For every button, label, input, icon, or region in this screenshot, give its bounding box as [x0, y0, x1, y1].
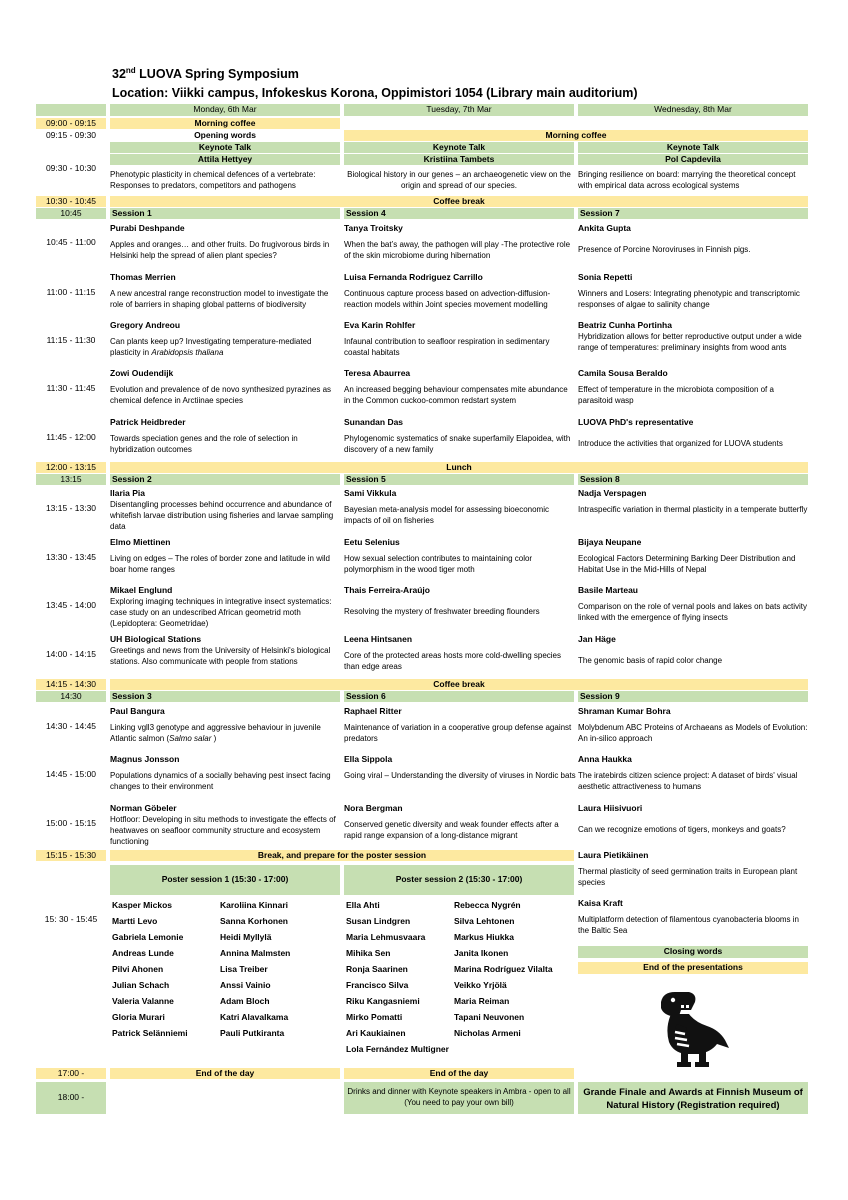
talk-title: Populations dynamics of a socially behaving pest insect facing changes to their environment	[110, 771, 331, 791]
time-cell: 11:45 - 12:00	[46, 432, 96, 442]
talk-title: Linking vgll3 genotype and aggressive behaviour in juvenile Atlantic salmon (Salmo salar )	[110, 723, 321, 743]
talk-title: Core of the protected areas hosts more cold-dwelling species than edge areas	[344, 651, 561, 671]
location: Location: Viikki campus, Infokeskus Korona, Oppimistori 1054 (Library main auditorium)	[112, 86, 638, 100]
speaker-name: Thais Ferreira-Araújo	[344, 585, 430, 595]
time-cell: 15:15 - 15:30	[36, 850, 106, 861]
session-2-header: Session 2	[110, 474, 340, 485]
talk-title: Can we recognize emotions of tigers, monkeys and goats?	[578, 825, 786, 834]
closing-words: Closing words	[578, 946, 808, 958]
day-monday: Monday, 6th Mar	[110, 104, 340, 116]
poster-presenter: Sanna Korhonen	[220, 916, 289, 926]
poster-presenter: Silva Lehtonen	[454, 916, 515, 926]
talk-cell	[578, 537, 810, 583]
speaker-name: Zowi Oudendijk	[110, 368, 174, 378]
day-tuesday: Tuesday, 7th Mar	[344, 104, 574, 116]
talk-title: Exploring imaging techniques in integrative insect systematics: case study on an undescribed African geometrid moth (Lepidoptera: Geometridae)	[110, 597, 332, 628]
talk-title: Bayesian meta-analysis model for assessing bioeconomic impacts of oil on fisheries	[344, 505, 549, 525]
talk-cell	[110, 754, 342, 800]
talk-cell	[110, 223, 342, 267]
speaker-name: Sonia Repetti	[578, 272, 633, 282]
speaker-name: Purabi Deshpande	[110, 223, 185, 233]
talk-cell	[110, 272, 342, 318]
talk-title: How sexual selection contributes to maintaining color polymorphism in the wood tiger moth	[344, 554, 533, 574]
speaker-name: Norman Göbeler	[110, 803, 177, 813]
talk-title: Introduce the activities that organized for LUOVA students	[578, 439, 783, 448]
talk-cell	[344, 706, 576, 752]
speaker-name: Ankita Gupta	[578, 223, 631, 233]
poster-presenter: Mirko Pomatti	[346, 1012, 403, 1022]
talk-cell	[110, 634, 342, 680]
talk-cell	[344, 223, 576, 267]
session-7-header: Session 7	[578, 208, 808, 219]
speaker-name: Tanya Troitsky	[344, 223, 403, 233]
poster-session-2-header: Poster session 2 (15:30 - 17:00)	[344, 865, 574, 895]
poster-presenter: Maria Lehmusvaara	[346, 932, 426, 942]
poster-presenter: Maria Reiman	[454, 996, 510, 1006]
poster-presenter: Janita Ikonen	[454, 948, 509, 958]
speaker-name: Beatriz Cunha Portinha	[578, 320, 672, 330]
talk-title: Evolution and prevalence of de novo synthesized pyrazines as chemical defence in Arctiinae species	[110, 385, 332, 405]
poster-presenter: Francisco Silva	[346, 980, 409, 990]
time-cell: 13:15	[36, 474, 106, 485]
talk-cell	[344, 320, 576, 366]
day-wednesday: Wednesday, 8th Mar	[578, 104, 808, 116]
speaker-name: Anna Haukka	[578, 754, 632, 764]
poster-presenter: Markus Hiukka	[454, 932, 514, 942]
time-cell: 15: 30 - 15:45	[44, 914, 98, 924]
speaker-name: Raphael Ritter	[344, 706, 402, 716]
talk-cell	[110, 706, 342, 752]
speaker-name: Gregory Andreou	[110, 320, 181, 330]
talk-cell	[110, 537, 342, 583]
talk-cell	[110, 417, 342, 459]
speaker-name: Sami Vikkula	[344, 488, 397, 498]
poster-presenter: Lisa Treiber	[220, 964, 268, 974]
talk-title: Resolving the mystery of freshwater breeding flounders	[344, 607, 540, 616]
talk-title: Comparison on the role of vernal pools and lakes on bats activity linked with the emergence of flying insects	[578, 602, 808, 622]
coffee-break: Coffee break	[110, 196, 808, 207]
talk-cell	[578, 706, 810, 752]
speaker-name: Eetu Selenius	[344, 537, 400, 547]
speaker-name: Nadja Verspagen	[578, 488, 647, 498]
coffee-break: Coffee break	[110, 679, 808, 690]
talk-title: Thermal plasticity of seed germination traits in European plant species	[578, 867, 798, 887]
time-cell: 13:15 - 13:30	[45, 503, 97, 513]
time-cell: 10:45 - 11:00	[46, 237, 96, 247]
speaker-name: Luisa Fernanda Rodriguez Carrillo	[344, 272, 483, 282]
session-8-header: Session 8	[578, 474, 808, 485]
poster-presenter: Kasper Mickos	[112, 900, 172, 910]
talk-title: Hotfloor: Developing in situ methods to investigate the effects of heatwaves on seafloor community structure and ecosystem functioning	[110, 815, 336, 846]
talk-cell	[578, 417, 810, 459]
talk-cell	[344, 634, 576, 680]
talk-cell	[344, 754, 576, 800]
talk-cell	[344, 537, 576, 583]
talk-title: Can plants keep up? Investigating temperature-mediated plasticity in Arabidopsis thaliana	[110, 337, 312, 357]
dinosaur-icon	[655, 988, 731, 1068]
keynote-label-tue: Keynote Talk	[344, 142, 574, 153]
talk-cell	[578, 754, 810, 800]
session-1-header: Session 1	[110, 208, 340, 219]
session-3-header: Session 3	[110, 691, 340, 702]
speaker-name: Eva Karin Rohlfer	[344, 320, 416, 330]
speaker-name: Laura Hiisivuori	[578, 803, 643, 813]
page-title: 32nd LUOVA Spring Symposium	[112, 66, 299, 82]
talk-cell	[578, 488, 810, 534]
talk-title: Effect of temperature in the microbiota composition of a parasitoid wasp	[578, 385, 774, 405]
poster-presenter: Adam Bloch	[220, 996, 270, 1006]
talk-title: Ecological Factors Determining Barking Deer Distribution and Habitat Use in the Mid-Hills of Nepal	[578, 554, 796, 574]
talk-cell	[578, 850, 810, 896]
talk-title: Molybdenum ABC Proteins of Archaeans as Models of Evolution: An in-silico approach	[578, 723, 808, 743]
speaker-name: Mikael Englund	[110, 585, 173, 595]
talk-title: Multiplatform detection of filamentous cyanobacteria blooms in the Baltic Sea	[578, 915, 799, 935]
speaker-name: Laura Pietikäinen	[578, 850, 649, 860]
talk-title: Towards speciation genes and the role of selection in hybridization outcomes	[110, 434, 298, 454]
talk-cell	[344, 368, 576, 414]
poster-presenter: Marina Rodríguez Vilalta	[454, 964, 553, 974]
session-6-header: Session 6	[344, 691, 574, 702]
time-cell: 13:30 - 13:45	[45, 552, 97, 562]
speaker-name: Paul Bangura	[110, 706, 165, 716]
talk-cell	[344, 585, 576, 631]
session-4-header: Session 4	[344, 208, 574, 219]
lunch: Lunch	[110, 462, 808, 473]
keynote-label-mon: Keynote Talk	[110, 142, 340, 153]
speaker-name: Sunandan Das	[344, 417, 404, 427]
poster-presenter: Pauli Putkiranta	[220, 1028, 285, 1038]
poster-presenter: Andreas Lunde	[112, 948, 174, 958]
time-cell: 14:00 - 14:15	[45, 649, 97, 659]
dinner-event: Drinks and dinner with Keynote speakers in Ambra - open to all (You need to pay your own bill)	[344, 1082, 574, 1114]
poster-presenter: Veikko Yrjölä	[454, 980, 507, 990]
poster-presenter: Anssi Vainio	[220, 980, 271, 990]
talk-cell	[578, 803, 810, 849]
speaker-name: Basile Marteau	[578, 585, 638, 595]
poster-presenter: Patrick Selänniemi	[112, 1028, 188, 1038]
talk-title: Disentangling processes behind occurrence and abundance of whitefish larvae distribution using fisheries and larvae sampling data	[110, 500, 334, 531]
poster-presenter: Ari Kaukiainen	[346, 1028, 406, 1038]
time-cell: 09:15 - 09:30	[45, 130, 97, 140]
time-cell: 10:30 - 10:45	[36, 196, 106, 207]
morning-coffee-mon: Morning coffee	[110, 118, 340, 129]
end-of-presentations: End of the presentations	[578, 962, 808, 974]
speaker-name: LUOVA PhD's representative	[578, 417, 694, 427]
talk-title: Going viral – Understanding the diversity of viruses in Nordic bats	[344, 771, 576, 780]
talk-title: Winners and Losers: Integrating phenotypic and transcriptomic responses of algae to salinity change	[578, 289, 800, 309]
poster-presenter: Nicholas Armeni	[454, 1028, 521, 1038]
talk-title: Maintenance of variation in a cooperative group defense against predators	[344, 723, 572, 743]
talk-title: Presence of Porcine Noroviruses in Finnish pigs.	[578, 245, 751, 254]
keynote-label-wed: Keynote Talk	[578, 142, 808, 153]
talk-cell	[578, 223, 810, 267]
talk-cell	[578, 368, 810, 414]
time-cell: 09:00 - 09:15	[36, 118, 106, 129]
poster-presenter: Valeria Valanne	[112, 996, 174, 1006]
talk-title: Hybridization allows for better reproductive output under a wide range of temperatures: preliminary insights from wood ants	[578, 332, 802, 352]
keynote-desc-mon: Phenotypic plasticity in chemical defences of a vertebrate: Responses to predators, competitors and pathogens	[110, 170, 316, 190]
speaker-name: Bijaya Neupane	[578, 537, 642, 547]
poster-presenter: Katri Alavalkama	[220, 1012, 289, 1022]
speaker-name: Ella Sippola	[344, 754, 393, 764]
talk-cell	[344, 488, 576, 534]
keynote-speaker-wed: Pol Capdevila	[578, 154, 808, 165]
keynote-desc-tue: Biological history in our genes – an archaeogenetic view on the origin and spread of our species.	[347, 170, 571, 190]
talk-cell	[344, 803, 576, 849]
talk-cell	[578, 320, 810, 368]
time-cell: 11:00 - 11:15	[46, 287, 96, 297]
poster-presenter: Mihika Sen	[346, 948, 391, 958]
talk-title: When the bat’s away, the pathogen will play -The protective role of the skin microbiome during hibernation	[344, 240, 571, 260]
corner-cell	[36, 104, 106, 116]
time-cell: 15:00 - 15:15	[45, 818, 97, 828]
poster-presenter: Heidi Myllylä	[220, 932, 272, 942]
speaker-name: Shraman Kumar Bohra	[578, 706, 671, 716]
talk-cell	[578, 585, 810, 631]
poster-presenter: Tapani Neuvonen	[454, 1012, 525, 1022]
talk-cell	[110, 320, 342, 366]
poster-presenter: Lola Fernández Multigner	[346, 1044, 449, 1054]
poster-presenter: Gloria Murari	[112, 1012, 165, 1022]
time-cell: 11:30 - 11:45	[46, 383, 96, 393]
talk-cell	[344, 272, 576, 318]
talk-title: The genomic basis of rapid color change	[578, 656, 723, 665]
time-cell: 14:30 - 14:45	[45, 721, 97, 731]
speaker-name: Kaisa Kraft	[578, 898, 623, 908]
poster-session-1-header: Poster session 1 (15:30 - 17:00)	[110, 865, 340, 895]
poster-presenter: Gabriela Lemonie	[112, 932, 184, 942]
talk-cell	[110, 803, 342, 849]
speaker-name: Patrick Heidbreder	[110, 417, 186, 427]
talk-title: Apples and oranges… and other fruits. Do frugivorous birds in Helsinki help the spread of alien plant species?	[110, 240, 330, 260]
poster-presenter: Ella Ahti	[346, 900, 380, 910]
talk-cell	[344, 417, 576, 459]
poster-presenter: Ronja Saarinen	[346, 964, 408, 974]
time-cell: 14:15 - 14:30	[36, 679, 106, 690]
speaker-name: Jan Häge	[578, 634, 616, 644]
talk-title: Intraspecific variation in thermal plasticity in a temperate butterfly	[578, 505, 808, 514]
speaker-name: Magnus Jonsson	[110, 754, 180, 764]
time-cell: 17:00 -	[36, 1068, 106, 1079]
poster-presenter: Susan Lindgren	[346, 916, 411, 926]
talk-title: A new ancestral range reconstruction model to investigate the role of barriers in shaping global patterns of biodiversity	[110, 289, 329, 309]
opening-words: Opening words	[194, 130, 256, 140]
time-cell: 12:00 - 13:15	[36, 462, 106, 473]
talk-cell	[110, 488, 342, 534]
keynote-speaker-mon: Attila Hettyey	[110, 154, 340, 165]
session-9-header: Session 9	[578, 691, 808, 702]
end-of-day-mon: End of the day	[110, 1068, 340, 1079]
poster-break: Break, and prepare for the poster session	[110, 850, 574, 861]
speaker-name: UH Biological Stations	[110, 634, 202, 644]
poster-presenter: Martti Levo	[112, 916, 158, 926]
talk-cell	[578, 272, 810, 318]
talk-cell	[578, 898, 810, 944]
speaker-name: Leena Hintsanen	[344, 634, 413, 644]
talk-title: The iratebirds citizen science project: A dataset of birds' visual aesthetic attractiveness to humans	[578, 771, 798, 791]
speaker-name: Thomas Merrien	[110, 272, 176, 282]
keynote-desc-wed: Bringing resilience on board: marrying the theoretical concept with empirical data across ecological systems	[578, 170, 796, 190]
talk-title: Living on edges – The roles of border zone and latitude in wild boar home ranges	[110, 554, 330, 574]
time-cell: 14:30	[36, 691, 106, 702]
talk-title: Conserved genetic diversity and weak founder effects after a rapid range expansion of a long-distance migrant	[344, 820, 559, 840]
talk-title: An increased begging behaviour compensates mite abundance in the Common cuckoo-common redstart system	[344, 385, 568, 405]
talk-cell	[110, 368, 342, 414]
time-cell: 14:45 - 15:00	[45, 769, 97, 779]
time-cell: 09:30 - 10:30	[45, 163, 97, 173]
poster-presenter: Riku Kangasniemi	[346, 996, 420, 1006]
poster-presenter: Julian Schach	[112, 980, 170, 990]
talk-title: Continuous capture process based on advection-diffusion-reaction models within Joint species movement modelling	[344, 289, 551, 309]
speaker-name: Elmo Miettinen	[110, 537, 171, 547]
time-cell: 18:00 -	[36, 1082, 106, 1114]
poster-presenter: Annina Malmsten	[220, 948, 291, 958]
grande-finale: Grande Finale and Awards at Finnish Museum of Natural History (Registration required)	[578, 1082, 808, 1114]
talk-cell	[578, 634, 810, 680]
time-cell: 11:15 - 11:30	[46, 335, 96, 345]
speaker-name: Camila Sousa Beraldo	[578, 368, 668, 378]
poster-presenter: Karoliina Kinnari	[220, 900, 289, 910]
talk-title: Greetings and news from the University of Helsinki's biological stations. Also communicate with people from stations	[110, 646, 331, 666]
talk-cell	[110, 585, 342, 633]
poster-presenter: Rebecca Nygrén	[454, 900, 521, 910]
end-of-day-tue: End of the day	[344, 1068, 574, 1079]
speaker-name: Teresa Abaurrea	[344, 368, 411, 378]
time-cell: 10:45	[36, 208, 106, 219]
morning-coffee-tue-wed: Morning coffee	[344, 130, 808, 141]
talk-title: Phylogenomic systematics of snake superfamily Elapoidea, with discovery of a new family	[344, 434, 571, 454]
speaker-name: Nora Bergman	[344, 803, 403, 813]
session-5-header: Session 5	[344, 474, 574, 485]
talk-title: Infaunal contribution to seafloor respiration in sedimentary coastal habitats	[344, 337, 550, 357]
keynote-speaker-tue: Kristiina Tambets	[344, 154, 574, 165]
time-cell: 13:45 - 14:00	[45, 600, 97, 610]
poster-presenter: Pilvi Ahonen	[112, 964, 164, 974]
speaker-name: Ilaria Pia	[110, 488, 145, 498]
